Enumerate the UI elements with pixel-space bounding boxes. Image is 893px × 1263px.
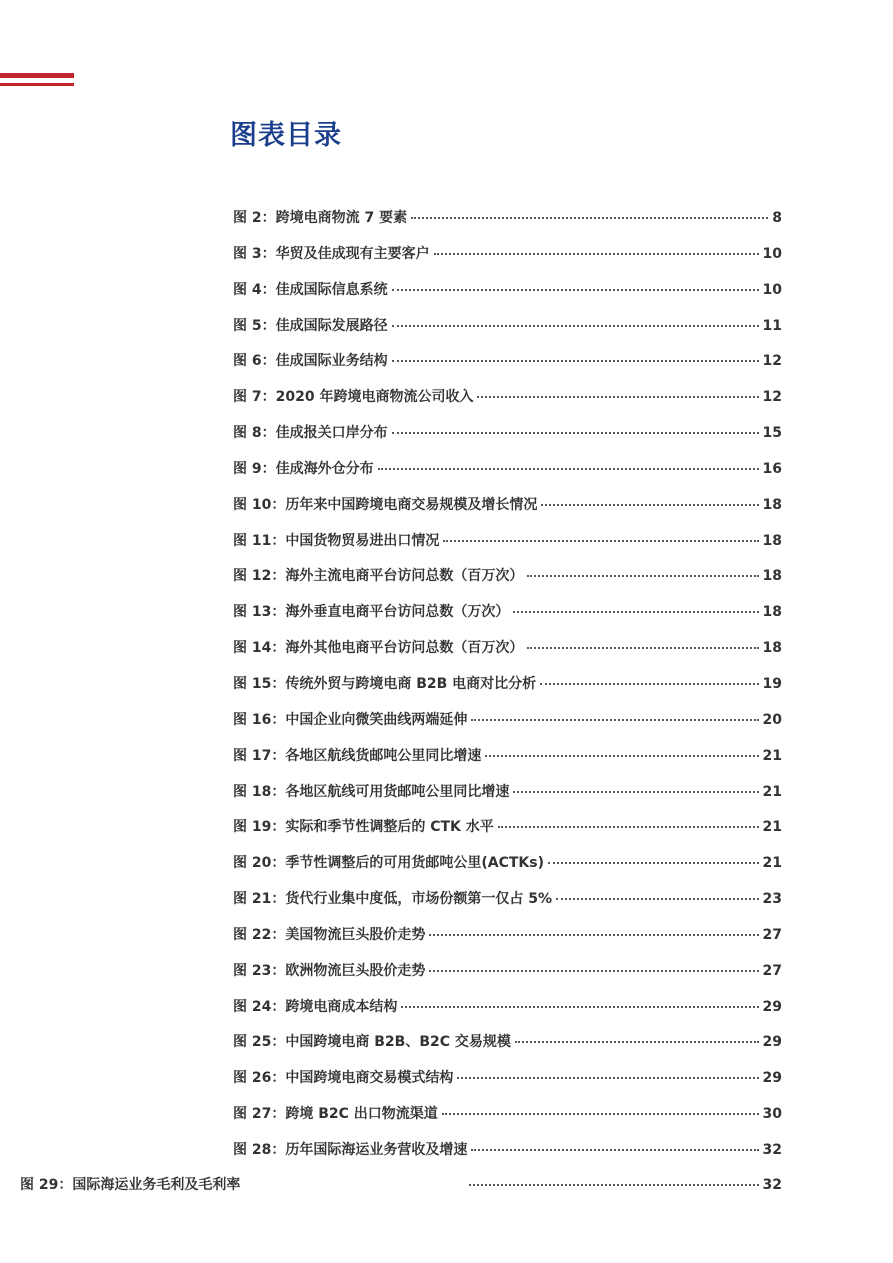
toc-entry-page: 10 [762,281,782,298]
toc-leader-dots [498,826,759,828]
toc-leader-dots [541,504,758,506]
toc-entry[interactable] [233,243,782,279]
toc-entry[interactable] [233,781,782,817]
toc-entry[interactable] [233,207,782,243]
toc-entry[interactable] [233,673,782,709]
toc-entry-page: 18 [762,532,782,549]
toc-entry[interactable] [233,745,782,781]
toc-entry-page: 21 [762,819,782,836]
toc-entry-page: 12 [762,389,782,406]
toc-leader-dots [392,325,759,327]
toc-entry-label: 图 10：历年来中国跨境电商交易规模及增长情况 [233,496,538,513]
toc-entry-label: 图 27：跨境 B2C 出口物流渠道 [233,1106,438,1123]
toc-leader-dots [527,647,758,649]
toc-entry-page: 18 [762,496,782,513]
toc-entry[interactable] [233,1031,782,1067]
toc-leader-dots [429,970,758,972]
toc-entry-label: 图 18：各地区航线可用货邮吨公里同比增速 [233,783,510,800]
toc-leader-dots [429,934,758,936]
toc-entry-label: 图 26：中国跨境电商交易模式结构 [233,1070,454,1087]
toc-entry-label: 图 28：历年国际海运业务营收及增速 [233,1141,468,1158]
toc-entry-page: 30 [762,1106,782,1123]
toc-leader-dots [392,289,759,291]
toc-entry[interactable] [233,1139,782,1175]
toc-leader-dots [515,1041,759,1043]
toc-entry-label: 图 9：佳成海外仓分布 [233,460,374,477]
toc-entry-label: 图 14：海外其他电商平台访问总数（百万次） [233,640,524,657]
header-accent-bar [0,73,74,78]
toc-entry-page: 23 [762,891,782,908]
toc-leader-dots [471,1149,758,1151]
toc-entry-page: 18 [762,640,782,657]
toc-entry-page: 12 [762,353,782,370]
toc-entry-page: 19 [762,675,782,692]
toc-leader-dots [434,253,759,255]
toc-leader-dots [485,755,758,757]
toc-entry-label: 图 15：传统外贸与跨境电商 B2B 电商对比分析 [233,675,537,692]
toc-leader-dots [378,468,759,470]
toc-entry-page: 29 [762,1070,782,1087]
table-of-figures [233,207,782,1175]
toc-entry-page: 21 [762,783,782,800]
toc-entry-label: 图 2：跨境电商物流 7 要素 [233,210,408,226]
toc-entry-page: 21 [762,855,782,872]
toc-leader-dots [540,683,758,685]
page-title: 图表目录 [230,120,342,151]
toc-entry-page: 21 [762,747,782,764]
toc-entry[interactable] [233,315,782,351]
toc-entry-page: 32 [762,1177,782,1193]
toc-leader-dots [457,1077,758,1079]
toc-leader-dots [469,1184,759,1186]
toc-leader-dots [411,217,768,219]
toc-entry[interactable] [233,852,782,888]
toc-entry-page: 18 [762,568,782,585]
toc-entry-label: 图 19：实际和季节性调整后的 CTK 水平 [233,819,494,836]
toc-entry-page: 16 [762,460,782,477]
toc-leader-dots [556,898,759,900]
toc-entry[interactable] [233,1067,782,1103]
toc-entry-label: 图 5：佳成国际发展路径 [233,317,388,334]
toc-entry[interactable] [233,494,782,530]
toc-entry-label: 图 21：货代行业集中度低，市场份额第一仅占 5% [233,891,552,908]
toc-entry[interactable] [233,888,782,924]
toc-entry-label: 图 8：佳成报关口岸分布 [233,425,388,442]
toc-leader-dots [392,432,759,434]
toc-entry-page: 15 [762,425,782,442]
toc-entry[interactable] [233,996,782,1032]
toc-entry[interactable] [233,637,782,673]
toc-entry-page: 11 [762,317,782,334]
toc-entry[interactable] [233,960,782,996]
toc-entry-label: 图 7：2020 年跨境电商物流公司收入 [233,389,474,406]
toc-entry[interactable] [233,924,782,960]
toc-entry[interactable] [233,458,782,494]
toc-leader-dots [442,1113,759,1115]
toc-entry[interactable] [233,709,782,745]
toc-entry-label: 图 23：欧洲物流巨头股价走势 [233,962,426,979]
toc-entry-label: 图 24：跨境电商成本结构 [233,998,398,1015]
toc-entry[interactable] [233,386,782,422]
toc-entry-page: 27 [762,962,782,979]
toc-leader-dots [471,719,758,721]
toc-entry-page: 29 [762,998,782,1015]
toc-entry-page: 20 [762,711,782,728]
toc-entry-label: 图 22：美国物流巨头股价走势 [233,926,426,943]
toc-entry-label: 图 16：中国企业向微笑曲线两端延伸 [233,711,468,728]
toc-entry[interactable] [233,279,782,315]
toc-entry[interactable] [233,816,782,852]
toc-leader-dots [477,396,758,398]
toc-entry[interactable] [233,601,782,637]
toc-entry-label: 图 29：国际海运业务毛利及毛利率 [20,1177,241,1193]
toc-leader-dots [548,862,759,864]
toc-leader-dots [392,360,759,362]
toc-entry-page: 27 [762,926,782,943]
toc-entry-label: 图 11：中国货物贸易进出口情况 [233,532,440,549]
toc-leader-dots [401,1006,758,1008]
toc-entry-page: 29 [762,1034,782,1051]
toc-entry-page: 18 [762,604,782,621]
toc-leader-dots [513,791,758,793]
toc-entry-page: 32 [762,1141,782,1158]
toc-entry-label: 图 12：海外主流电商平台访问总数（百万次） [233,568,524,585]
toc-entry-page: 10 [762,245,782,262]
toc-leader-dots [513,611,758,613]
toc-entry[interactable] [233,530,782,566]
toc-leader-dots [443,540,758,542]
header-accent-bar-thin [0,83,74,86]
toc-entry[interactable] [233,565,782,601]
toc-entry[interactable] [233,1103,782,1139]
toc-entry-label: 图 3：华贸及佳成现有主要客户 [233,245,430,262]
toc-entry-label: 图 4：佳成国际信息系统 [233,281,388,298]
toc-entry[interactable] [233,350,782,386]
toc-entry-last[interactable] [20,1174,782,1198]
toc-entry-label: 图 20：季节性调整后的可用货邮吨公里(ACTKs) [233,855,544,872]
toc-entry-page: 8 [772,210,782,226]
toc-leader-dots [527,575,758,577]
toc-entry-label: 图 25：中国跨境电商 B2B、B2C 交易规模 [233,1034,511,1051]
toc-entry-label: 图 6：佳成国际业务结构 [233,353,388,370]
toc-entry-label: 图 13：海外垂直电商平台访问总数（万次） [233,604,510,621]
toc-entry-label: 图 17：各地区航线货邮吨公里同比增速 [233,747,482,764]
toc-entry[interactable] [233,422,782,458]
